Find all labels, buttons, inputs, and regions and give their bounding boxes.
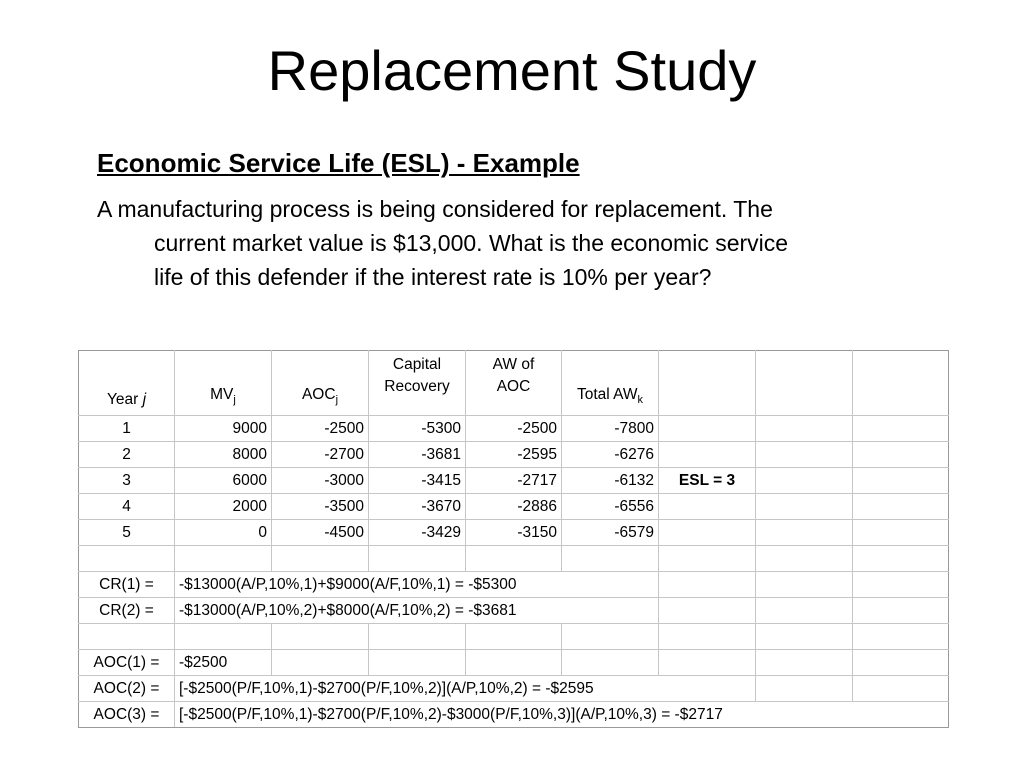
- cell-aoc: -3000: [272, 468, 369, 494]
- formula-text: -$2500: [175, 650, 272, 676]
- header-total-aw: Total $AW_k$: [562, 351, 659, 416]
- spacer-row: [79, 624, 949, 650]
- table-row: [79, 520, 949, 546]
- cell-note: [659, 520, 756, 546]
- header-aw-of-aoc: AW of AOC: [466, 351, 562, 416]
- cr-formula-row: [79, 598, 949, 624]
- problem-line-3: life of this defender if the interest rate is 10% per year?: [154, 264, 712, 290]
- cell-mv: 6000: [175, 468, 272, 494]
- cell-empty: [853, 416, 949, 442]
- slide-title: Replacement Study: [267, 39, 757, 102]
- cell-empty: [756, 416, 853, 442]
- formula-label: CR(2) =: [79, 598, 175, 624]
- cell-empty: [853, 520, 949, 546]
- aoc-formula-row: [79, 650, 949, 676]
- header-empty-1: [659, 351, 756, 416]
- cell-empty: [756, 520, 853, 546]
- formula-text: [-$2500(P/F,10%,1)-$2700(P/F,10%,2)-$3000(P/F,10%,3)](A/P,10%,3) = -$2717: [175, 702, 949, 728]
- formula-text: [-$2500(P/F,10%,1)-$2700(P/F,10%,2)](A/P,10%,2) = -$2595: [175, 676, 756, 702]
- cell-empty: [756, 442, 853, 468]
- esl-table: [78, 350, 949, 728]
- formula-text: -$13000(A/P,10%,1)+$9000(A/F,10%,1) = -$5300: [175, 572, 659, 598]
- table-row: [79, 494, 949, 520]
- header-capital-recovery: Capital Recovery: [369, 351, 466, 416]
- cell-capital-recovery: -3429: [369, 520, 466, 546]
- aoc-formula-row: [79, 676, 949, 702]
- header-aoc: $AOC_j$: [272, 351, 369, 416]
- table-row: [79, 442, 949, 468]
- cell-empty: [853, 494, 949, 520]
- cell-note: [659, 416, 756, 442]
- formula-label: AOC(3) =: [79, 702, 175, 728]
- cell-year: 4: [79, 494, 175, 520]
- header-year: Year j: [79, 351, 175, 416]
- header-empty-2: [756, 351, 853, 416]
- cr-formula-row: [79, 572, 949, 598]
- problem-line-2: current market value is $13,000. What is the economic service: [154, 230, 789, 256]
- cell-empty: [756, 494, 853, 520]
- cell-total-aw: -6276: [562, 442, 659, 468]
- cell-empty: [853, 442, 949, 468]
- cell-aw-of-aoc: -2500: [466, 416, 562, 442]
- cell-aw-of-aoc: -2717: [466, 468, 562, 494]
- cell-year: 3: [79, 468, 175, 494]
- formula-text: -$13000(A/P,10%,2)+$8000(A/F,10%,2) = -$3681: [175, 598, 659, 624]
- header-row: [79, 351, 949, 416]
- formula-label: AOC(2) =: [79, 676, 175, 702]
- cell-aoc: -2500: [272, 416, 369, 442]
- cell-mv: 8000: [175, 442, 272, 468]
- cell-note: [659, 442, 756, 468]
- cell-capital-recovery: -3681: [369, 442, 466, 468]
- header-mv: $MV_j$: [175, 351, 272, 416]
- slide-subtitle: Economic Service Life (ESL) - Example: [97, 148, 580, 178]
- cell-total-aw: -6132: [562, 468, 659, 494]
- cell-total-aw: -7800: [562, 416, 659, 442]
- cell-total-aw: -6579: [562, 520, 659, 546]
- cell-year: 1: [79, 416, 175, 442]
- cell-year: 2: [79, 442, 175, 468]
- cell-empty: [853, 468, 949, 494]
- cell-mv: 0: [175, 520, 272, 546]
- esl-result-label: ESL = 3: [659, 468, 756, 494]
- aoc-formula-row: [79, 702, 949, 728]
- problem-statement: [97, 192, 947, 294]
- cell-aoc: -3500: [272, 494, 369, 520]
- cell-capital-recovery: -3415: [369, 468, 466, 494]
- cell-aw-of-aoc: -2595: [466, 442, 562, 468]
- spacer-row: [79, 546, 949, 572]
- formula-label: CR(1) =: [79, 572, 175, 598]
- cell-note: [659, 494, 756, 520]
- cell-mv: 9000: [175, 416, 272, 442]
- header-empty-3: [853, 351, 949, 416]
- cell-aw-of-aoc: -3150: [466, 520, 562, 546]
- cell-capital-recovery: -3670: [369, 494, 466, 520]
- cell-mv: 2000: [175, 494, 272, 520]
- problem-line-1: A manufacturing process is being considered for replacement. The: [97, 196, 773, 222]
- cell-total-aw: -6556: [562, 494, 659, 520]
- table-row: [79, 468, 949, 494]
- cell-capital-recovery: -5300: [369, 416, 466, 442]
- cell-empty: [756, 468, 853, 494]
- table-row: [79, 416, 949, 442]
- cell-aoc: -4500: [272, 520, 369, 546]
- cell-year: 5: [79, 520, 175, 546]
- formula-label: AOC(1) =: [79, 650, 175, 676]
- cell-aw-of-aoc: -2886: [466, 494, 562, 520]
- cell-aoc: -2700: [272, 442, 369, 468]
